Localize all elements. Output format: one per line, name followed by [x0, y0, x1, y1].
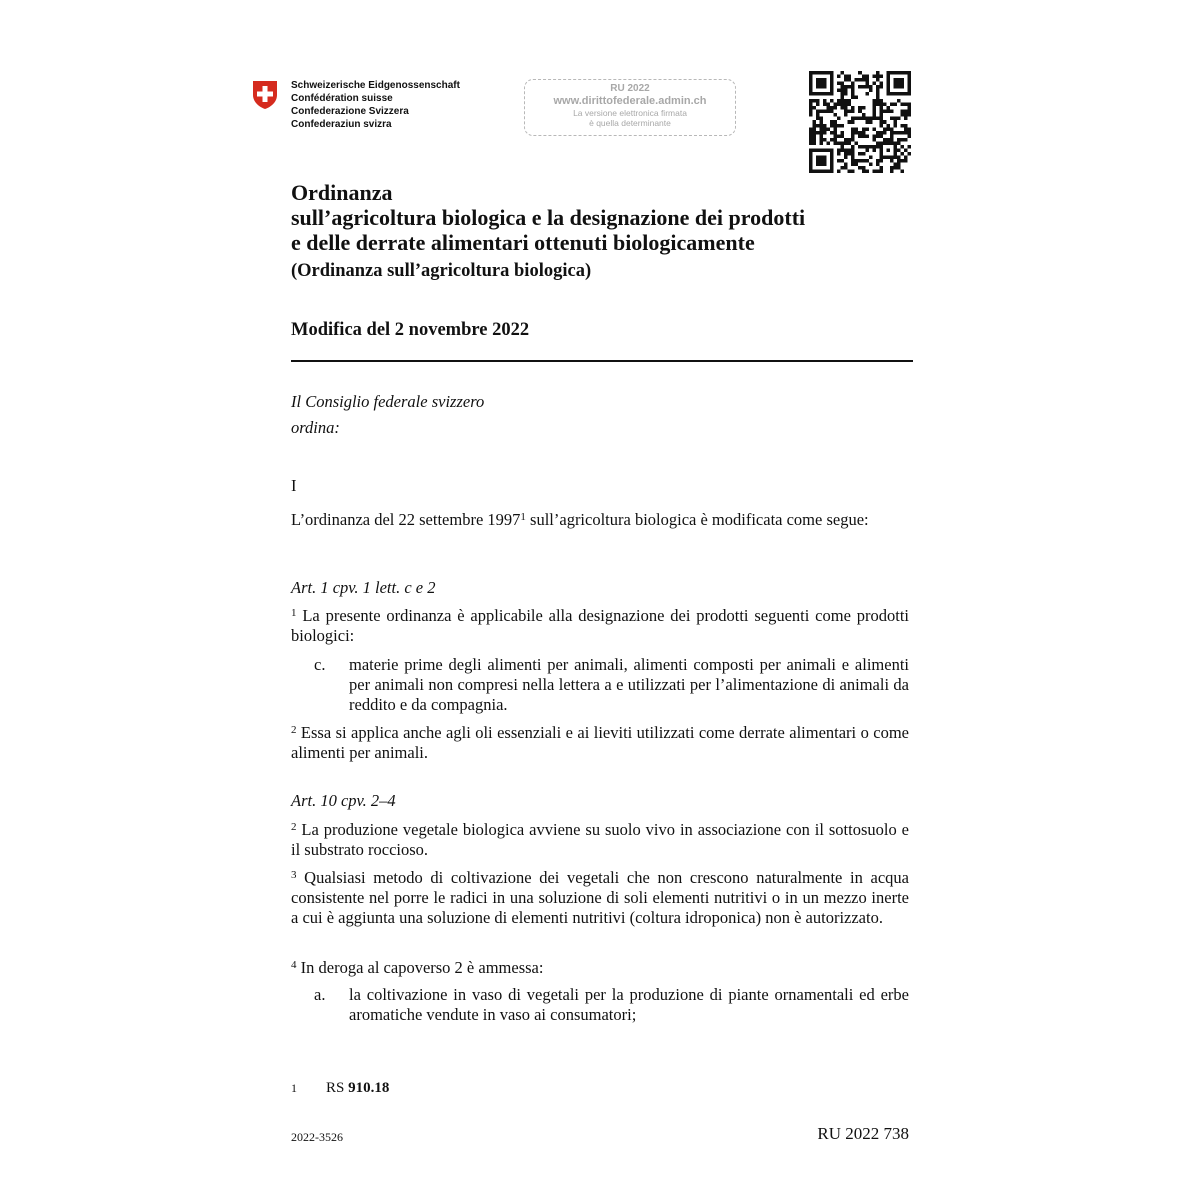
- paragraph-text: Qualsiasi metodo di coltivazione dei vegetali che non crescono naturalmente in acqua consistente nel porre le radici in una soluzione di soli elementi nutritivi o in un mezzo inerte a cui è aggiunta una soluzione di elementi nutritivi (coltura idroponica) non è autorizzato.: [291, 868, 909, 927]
- list-item-label: a.: [314, 985, 326, 1004]
- list-item: [291, 655, 909, 715]
- confederation-name-fr: Confédération suisse: [291, 93, 393, 104]
- confederation-name-de: Schweizerische Eidgenossenschaft: [291, 80, 460, 91]
- paragraph-text: In deroga al capoverso 2 è ammessa:: [296, 958, 544, 977]
- list-item-text: la coltivazione in vaso di vegetali per la produzione di piante ornamentali ed erbe aromatiche vendute in vaso ai consumatori;: [349, 985, 909, 1024]
- title-line-1: Ordinanza: [291, 180, 393, 205]
- article-paragraph: [291, 958, 909, 978]
- footnote-ref: 910.18: [348, 1080, 390, 1096]
- footnote-prefix: RS: [326, 1080, 349, 1096]
- confederation-name-it: Confederazione Svizzera: [291, 106, 409, 117]
- article-paragraph: [291, 820, 909, 860]
- article-paragraph: [291, 868, 909, 928]
- footnote: [291, 1078, 390, 1102]
- footnote-reference: 1: [520, 511, 526, 523]
- article-heading: Art. 10 cpv. 2–4: [291, 791, 396, 810]
- signature-stamp: [524, 79, 736, 136]
- footnote-number: 1: [291, 1081, 297, 1095]
- confederation-names: [291, 79, 460, 131]
- section-numeral: I: [291, 476, 297, 495]
- title-divider: [291, 360, 913, 362]
- intro-text-after: sull’agricoltura biologica è modificata come segue:: [525, 510, 869, 529]
- article-paragraph: [291, 606, 909, 646]
- paragraph-number: 4: [291, 959, 297, 971]
- paragraph-text: La presente ordinanza è applicabile alla designazione dei prodotti seguenti come prodotti biologici:: [291, 606, 909, 645]
- article-paragraph: [291, 723, 909, 763]
- paragraph-number: 3: [291, 869, 297, 881]
- document-code: 2022-3526: [291, 1130, 343, 1144]
- stamp-website: www.dirittofederale.admin.ch: [553, 95, 707, 107]
- paragraph-text: Essa si applica anche agli oli essenziali e ai lieviti utilizzati come derrate alimentari o come alimenti per animali.: [291, 723, 909, 762]
- paragraph-number: 2: [291, 724, 297, 736]
- document-title: [291, 180, 931, 255]
- article-heading: Art. 1 cpv. 1 lett. c e 2: [291, 578, 436, 597]
- short-title: (Ordinanza sull’agricoltura biologica): [291, 261, 592, 281]
- confederation-name-rm: Confederaziun svizra: [291, 119, 392, 130]
- list-item-text: materie prime degli alimenti per animali, alimenti composti per animali e alimenti per animali non compresi nella lettera a e utilizzati per l’alimentazione di animali da reddito e da compagnia.: [349, 655, 909, 714]
- preamble-ordains: ordina:: [291, 418, 340, 437]
- paragraph-number: 2: [291, 821, 297, 833]
- qr-code-icon: [809, 71, 911, 173]
- stamp-note-line1: La versione elettronica firmata: [573, 108, 687, 118]
- list-item-label: c.: [314, 655, 326, 674]
- title-line-3: e delle derrate alimentari ottenuti biologicamente: [291, 230, 755, 255]
- swiss-flag-icon: [252, 80, 278, 110]
- title-line-2: sull’agricoltura biologica e la designazione dei prodotti: [291, 205, 806, 230]
- preamble-authority: Il Consiglio federale svizzero: [291, 392, 485, 411]
- paragraph-number: 1: [291, 607, 297, 619]
- stamp-collection: RU 2022: [610, 83, 650, 94]
- paragraph-text: La produzione vegetale biologica avviene su suolo vivo in associazione con il sottosuolo e il substrato roccioso.: [291, 820, 909, 859]
- stamp-note-line2: è quella determinante: [589, 118, 671, 128]
- list-item: [291, 985, 909, 1025]
- page-reference: RU 2022 738: [817, 1124, 909, 1143]
- section-intro: [291, 510, 909, 530]
- modification-date: Modifica del 2 novembre 2022: [291, 320, 530, 340]
- intro-text-before: L’ordinanza del 22 settembre 1997: [291, 510, 521, 529]
- footnote-text: [326, 1078, 389, 1098]
